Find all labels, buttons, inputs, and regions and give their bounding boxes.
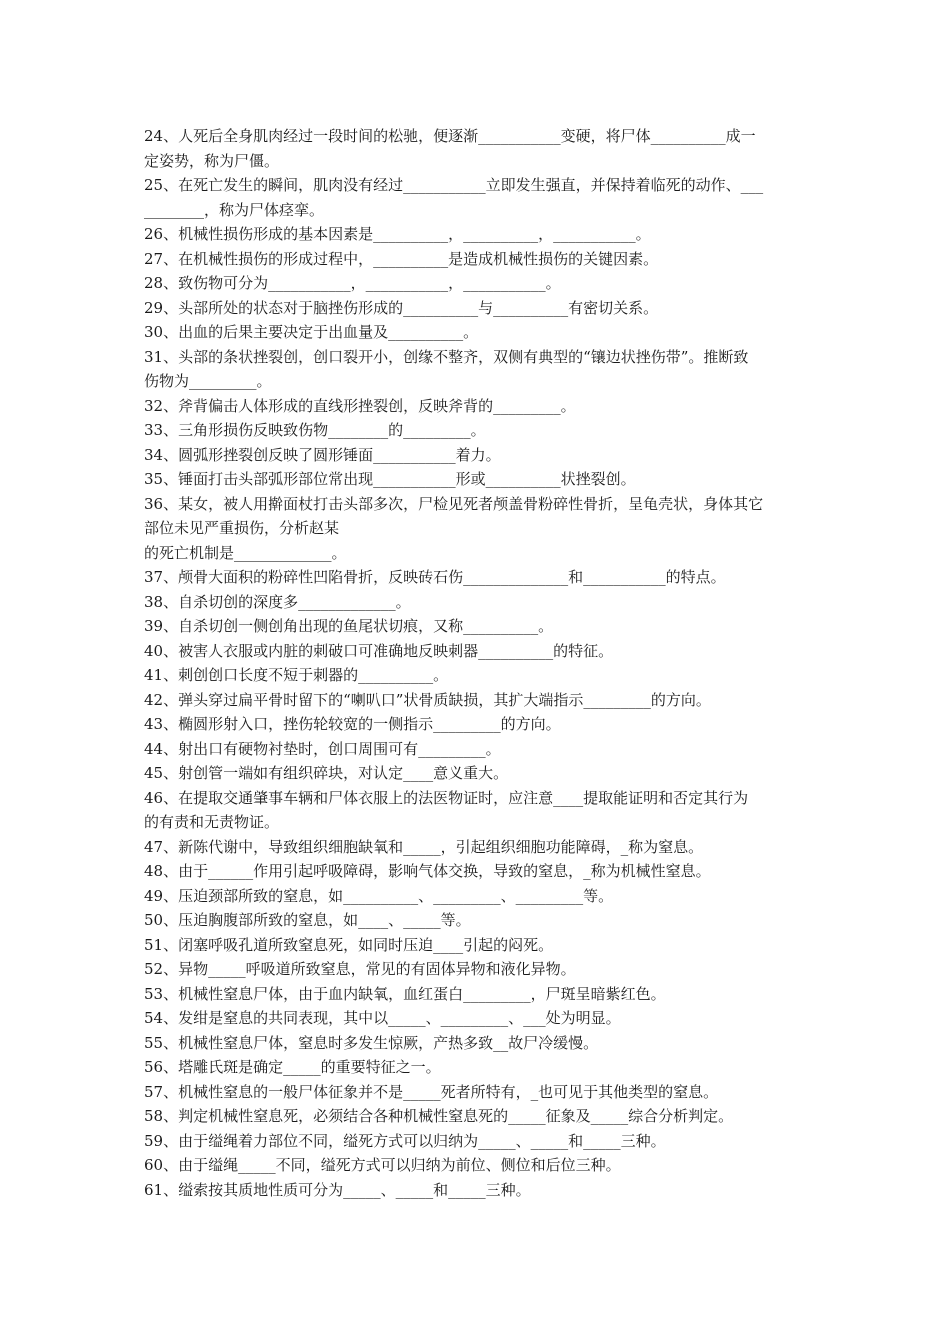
text-line: 25、在死亡发生的瞬间，肌肉没有经过___________立即发生强直，并保持着临死的动作、___ <box>144 176 764 194</box>
text-line: 26、机械性损伤形成的基本因素是__________，__________，___________。 <box>144 225 651 243</box>
text-line: 59、由于缢绳着力部位不同，缢死方式可以归纳为_____、_____和_____三种。 <box>144 1131 666 1150</box>
text-line: 50、压迫胸腹部所致的窒息，如____、_____等。 <box>144 911 471 929</box>
text-line: 46、在提取交通肇事车辆和尸体衣服上的法医物证时，应注意____提取能证明和否定其行为 <box>144 788 749 807</box>
text-line: 43、椭圆形射入口，挫伤轮较宽的一侧指示_________的方向。 <box>144 715 561 733</box>
text-line: 24、人死后全身肌肉经过一段时间的松驰，便逐渐___________变硬，将尸体__________成一 <box>144 127 756 145</box>
text-line: 42、弹头穿过扁平骨时留下的“喇叭口”状骨质缺损，其扩大端指示_________的方向。 <box>144 690 711 709</box>
text-line: 48、由于______作用引起呼吸障碍，影响气体交换，导致的窒息，_称为机械性窒息。 <box>144 862 711 880</box>
text-line: 40、被害人衣服或内脏的刺破口可准确地反映刺器__________的特征。 <box>144 641 614 660</box>
text-line: 28、致伤物可分为___________，___________，___________。 <box>144 274 561 292</box>
text-line: 33、三角形损伤反映致伤物________的_________。 <box>144 421 486 439</box>
text-line: 56、塔雕氏斑是确定_____的重要特征之一。 <box>144 1058 441 1076</box>
text-line: 51、闭塞呼吸孔道所致窒息死，如同时压迫____引起的闷死。 <box>144 935 554 954</box>
text-line: 32、斧背偏击人体形成的直线形挫裂创，反映斧背的_________。 <box>144 396 576 415</box>
text-line: 49、压迫颈部所致的窒息，如__________、_________、_________等。 <box>144 886 614 905</box>
text-line: 57、机械性窒息的一般尸体征象并不是_____死者所特有，_也可见于其他类型的窒息。 <box>144 1082 719 1101</box>
text-line: 31、头部的条状挫裂创，创口裂开小，创缘不整齐，双侧有典型的“镶边状挫伤带”。推断致 <box>144 347 749 366</box>
text-line: 的死亡机制是_____________。 <box>144 543 347 562</box>
text-line: 39、自杀切创一侧创角出现的鱼尾状切痕，又称__________。 <box>144 617 554 635</box>
text-line: 37、颅骨大面积的粉碎性凹陷骨折，反映砖石伤______________和___________的特点。 <box>144 568 726 586</box>
text-line: 定姿势，称为尸僵。 <box>144 151 280 170</box>
text-line: 伤物为_________。 <box>144 372 272 390</box>
text-line: 45、射创管一端如有组织碎块，对认定____意义重大。 <box>144 764 509 782</box>
text-line: 41、刺创创口长度不短于刺器的__________。 <box>144 666 449 684</box>
text-line: 30、出血的后果主要决定于出血量及__________。 <box>144 323 479 341</box>
text-line: 47、新陈代谢中，导致组织细胞缺氧和_____，引起组织细胞功能障碍，_称为窒息。 <box>144 837 704 856</box>
text-line: 54、发绀是窒息的共同表现，其中以_____、_________、___处为明显。 <box>144 1009 621 1027</box>
text-line: 52、异物_____呼吸道所致窒息，常见的有固体异物和液化异物。 <box>144 960 576 978</box>
text-line: 44、射出口有硬物衬垫时，创口周围可有_________。 <box>144 739 501 758</box>
text-line: 36、某女，被人用擀面杖打击头部多次，尸检见死者颅盖骨粉碎性骨折，呈龟壳状，身体其它 <box>144 494 764 513</box>
text-line: 部位未见严重损伤，分析赵某 <box>144 519 340 537</box>
text-line: 29、头部所处的状态对于脑挫伤形成的__________与__________有密切关系。 <box>144 298 659 317</box>
text-line: 61、缢索按其质地性质可分为_____、_____和_____三种。 <box>144 1180 531 1199</box>
text-line: 55、机械性窒息尸体，窒息时多发生惊厥，产热多致__故尸冷缓慢。 <box>144 1033 599 1052</box>
text-line: 60、由于缢绳_____不同，缢死方式可以归纳为前位、侧位和后位三种。 <box>144 1156 621 1174</box>
text-line: ________，称为尸体痉挛。 <box>144 200 325 219</box>
text-line: 38、自杀切创的深度多_____________。 <box>144 592 411 611</box>
text-line: 27、在机械性损伤的形成过程中，__________是造成机械性损伤的关键因素。 <box>144 249 659 268</box>
text-line: 34、圆弧形挫裂创反映了圆形锤面___________着力。 <box>144 445 501 464</box>
text-line: 58、判定机械性窒息死，必须结合各种机械性窒息死的_____征象及_____综合分析判定。 <box>144 1107 734 1125</box>
text-line: 35、锤面打击头部弧形部位常出现___________形或__________状挫裂创。 <box>144 470 636 488</box>
text-line: 53、机械性窒息尸体，由于血内缺氧，血红蛋白_________，尸斑呈暗紫红色。 <box>144 984 666 1003</box>
text-line: 的有责和无责物证。 <box>144 813 280 831</box>
document-page <box>144 124 814 1202</box>
